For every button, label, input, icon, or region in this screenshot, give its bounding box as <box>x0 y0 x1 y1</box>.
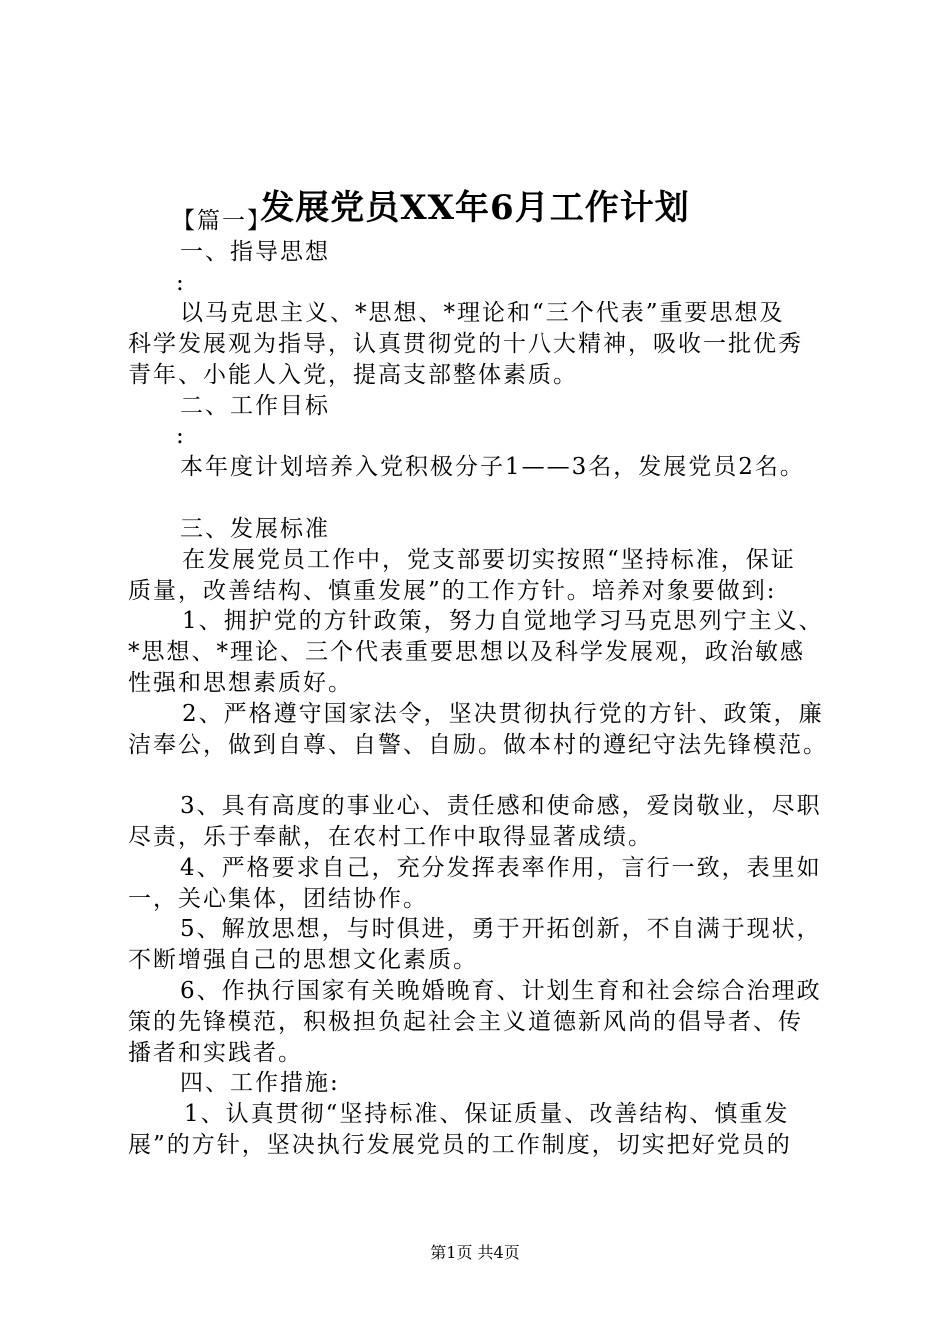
document-title: 发展党员XX年6月工作计划 <box>260 188 690 228</box>
paragraph-line: 质量，改善结构、慎重发展”的工作方针。培养对象要做到: <box>128 578 777 604</box>
paragraph-line: 以马克思主义、*思想、*理论和“三个代表”重要思想及 <box>180 300 785 326</box>
list-item-line: 一，关心集体，团结协作。 <box>128 886 428 912</box>
section-heading-part-one: 【篇一】 <box>172 208 272 234</box>
list-item-line: 尽责，乐于奉献，在农村工作中取得显著成绩。 <box>128 824 653 850</box>
paragraph-line: 在发展党员工作中，党支部要切实按照“坚持标准，保证 <box>182 547 796 573</box>
list-item-line: 2、严格遵守国家法令，坚决贯彻执行党的方针、政策，廉 <box>182 701 824 727</box>
colon-line: : <box>176 270 186 296</box>
list-item-line: 展”的方针，坚决执行发展党员的工作制度，切实把好党员的 <box>128 1132 792 1158</box>
paragraph-line: 科学发展观为指导，认真贯彻党的十八大精神，吸收一批优秀 <box>128 331 803 357</box>
list-item-line: 3、具有高度的事业心、责任感和使命感，爱岗敬业，尽职 <box>180 793 822 819</box>
heading-guiding-ideology: 一、指导思想 <box>180 239 330 265</box>
list-item-line: 洁奉公，做到自尊、自警、自励。做本村的遵纪守法先锋模范。 <box>128 732 828 758</box>
list-item-line: 5、解放思想，与时俱进，勇于开拓创新，不自满于现状， <box>180 916 822 942</box>
paragraph-line: 青年、小能人入党，提高支部整体素质。 <box>128 362 578 388</box>
heading-work-goals: 二、工作目标 <box>180 393 330 419</box>
list-item-line: 不断增强自己的思想文化素质。 <box>128 947 478 973</box>
list-item-line: 4、严格要求自己，充分发挥表率作用，言行一致，表里如 <box>180 855 822 881</box>
heading-work-measures: 四、工作措施: <box>180 1070 340 1096</box>
list-item-line: 性强和思想素质好。 <box>128 670 353 696</box>
page-footer: 第1页 共4页 <box>430 1243 520 1262</box>
list-item-line: 1、拥护党的方针政策，努力自觉地学习马克思列宁主义、 <box>182 608 824 634</box>
list-item-line: *思想、*理论、三个代表重要思想以及科学发展观，政治敏感 <box>128 639 805 665</box>
list-item-line: 1、认真贯彻“坚持标准、保证质量、改善结构、慎重发 <box>184 1101 790 1127</box>
heading-development-standards: 三、发展标准 <box>180 516 330 542</box>
list-item-line: 播者和实践者。 <box>128 1040 303 1066</box>
colon-line: : <box>176 423 186 449</box>
list-item-line: 策的先锋模范，积极担负起社会主义道德新风尚的倡导者、传 <box>128 1009 803 1035</box>
list-item-line: 6、作执行国家有关晚婚晚育、计划生育和社会综合治理政 <box>180 978 822 1004</box>
paragraph-line: 本年度计划培养入党积极分子1——3名，发展党员2名。 <box>180 454 805 480</box>
